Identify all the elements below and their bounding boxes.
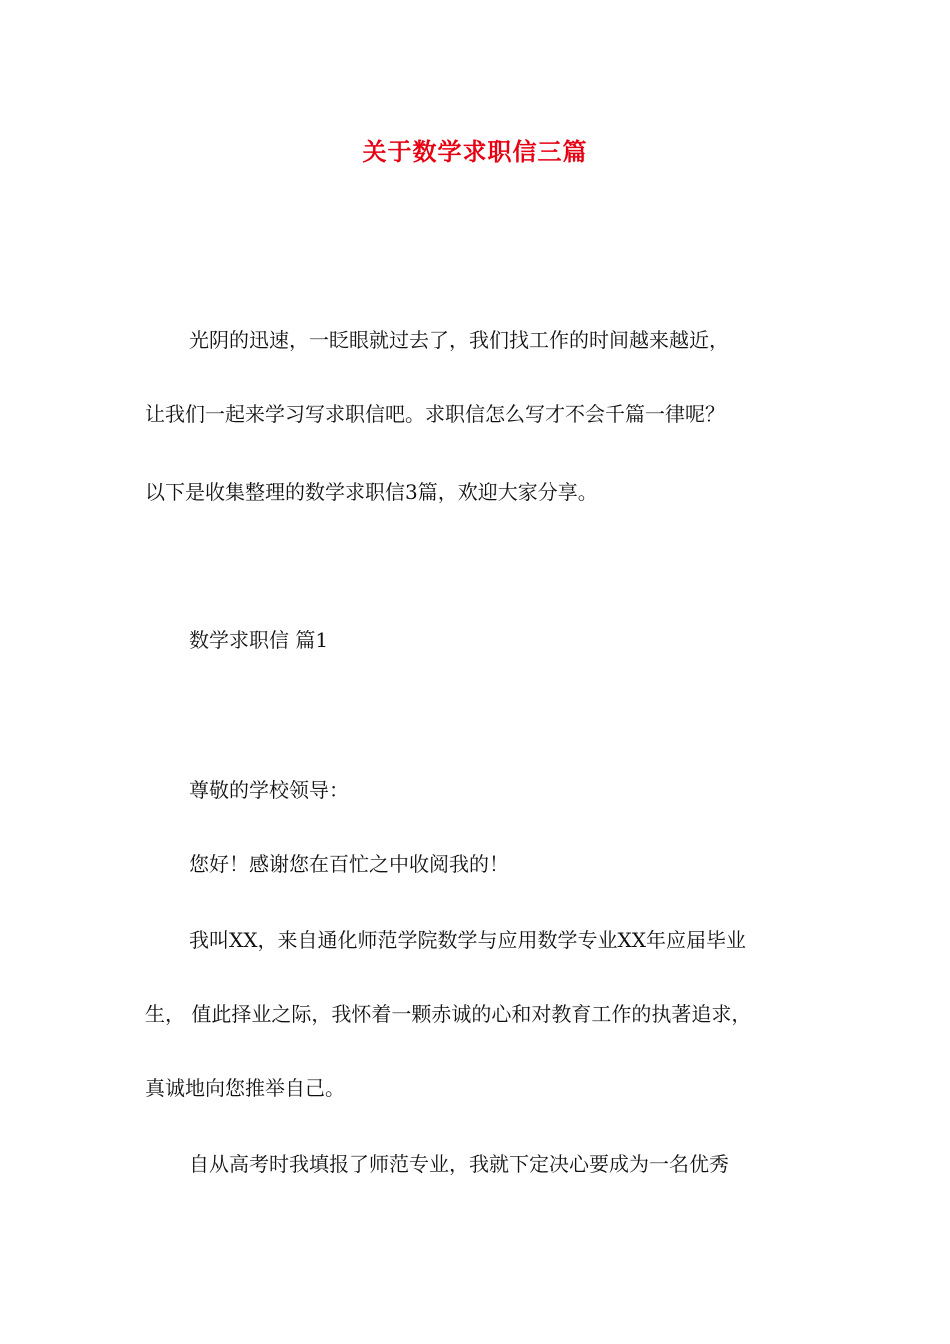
paragraph-line: 自从高考时我填报了师范专业，我就下定决心要成为一名优秀 bbox=[189, 1152, 729, 1176]
intro-line: 让我们一起来学习写求职信吧。求职信怎么写才不会千篇一律呢？ bbox=[145, 402, 725, 426]
greeting: 您好！感谢您在百忙之中收阅我的！ bbox=[189, 852, 509, 876]
paragraph-line: 我叫XX，来自通化师范学院数学与应用数学专业XX年应届毕业 bbox=[189, 928, 746, 952]
paragraph-line: 生， 值此择业之际，我怀着一颗赤诚的心和对教育工作的执著追求， bbox=[145, 1002, 752, 1026]
section-heading: 数学求职信 篇1 bbox=[189, 628, 329, 652]
document-title: 关于数学求职信三篇 bbox=[362, 137, 588, 166]
paragraph-line: 真诚地向您推举自己。 bbox=[145, 1076, 345, 1100]
intro-line: 光阴的迅速，一眨眼就过去了，我们找工作的时间越来越近， bbox=[189, 328, 729, 352]
salutation: 尊敬的学校领导： bbox=[189, 778, 349, 802]
intro-line: 以下是收集整理的数学求职信3篇，欢迎大家分享。 bbox=[145, 480, 598, 504]
